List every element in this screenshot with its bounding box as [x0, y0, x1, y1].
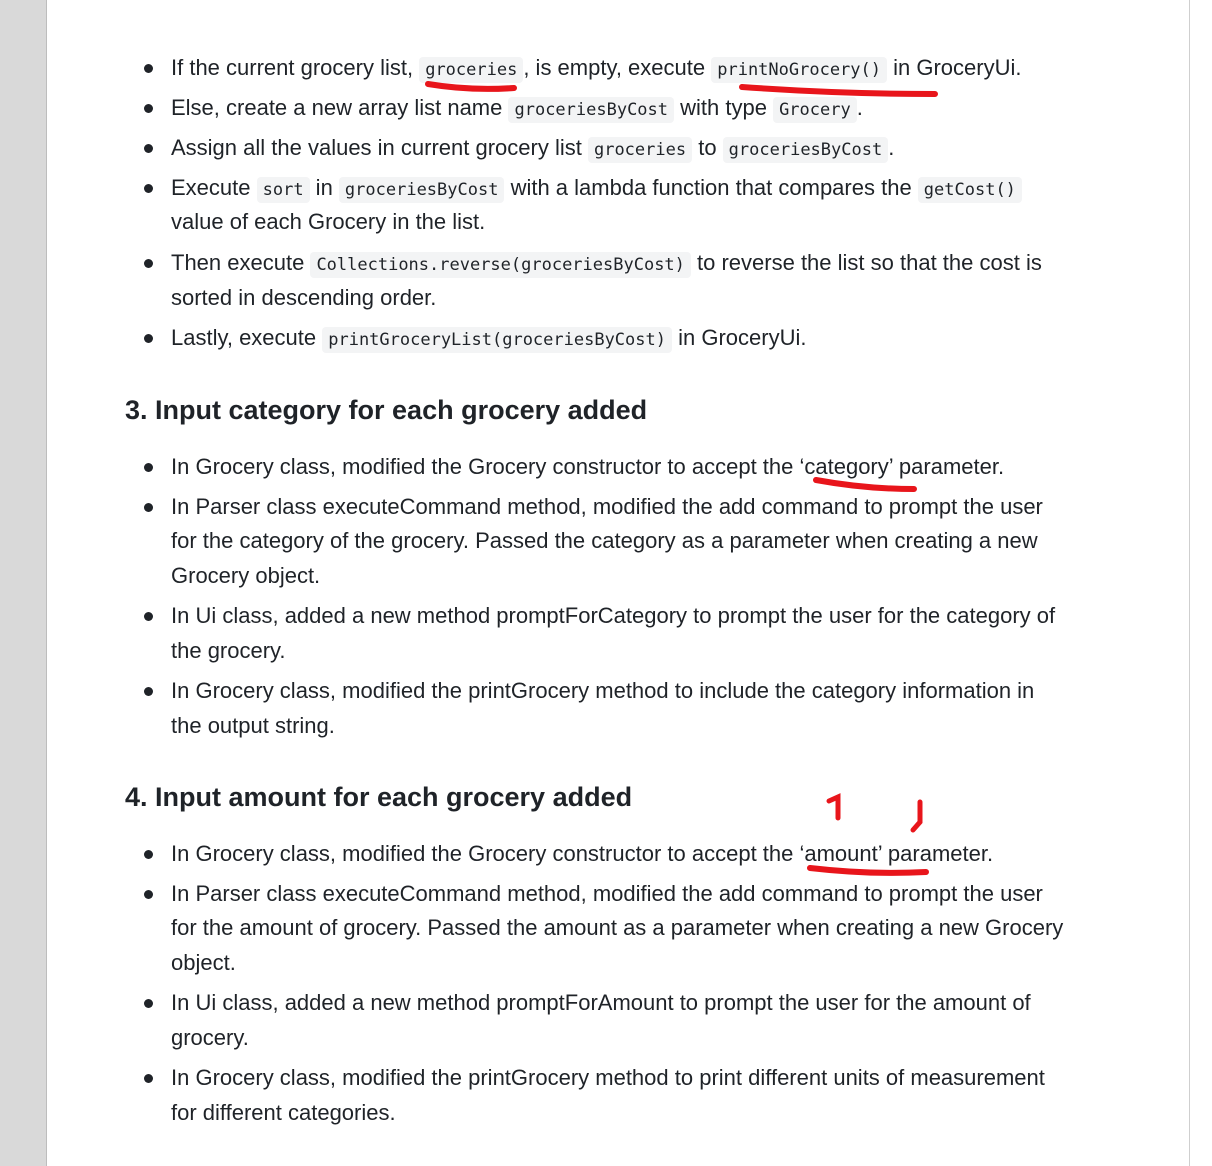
- list-item-continuation: value of each Grocery in the list.: [171, 209, 486, 234]
- list-item: In Ui class, added a new method promptForCategory to prompt the user for the category of: [171, 601, 1055, 631]
- list-item: In Grocery class, modified the Grocery constructor to accept the ‘category’ parameter.: [171, 452, 1004, 482]
- section-heading: 4. Input amount for each grocery added: [125, 782, 633, 812]
- list-item: Then execute Collections.reverse(groceriesByCost) to reverse the list so that the cost is: [171, 248, 1042, 280]
- list-item-continuation: Grocery object.: [171, 563, 321, 588]
- underline-mark: [816, 480, 914, 489]
- inline-code: groceriesByCost: [723, 137, 889, 163]
- list-item: In Grocery class, modified the Grocery constructor to accept the ‘amount’ parameter.: [171, 839, 993, 869]
- list-item: In Ui class, added a new method promptForAmount to prompt the user for the amount of: [171, 988, 1031, 1018]
- list-item: Lastly, execute printGroceryList(groceriesByCost) in GroceryUi.: [171, 323, 806, 355]
- inline-code: Collections.reverse(groceriesByCost): [310, 252, 690, 278]
- list-item-continuation: for different categories.: [171, 1100, 396, 1125]
- underline-mark: [742, 87, 935, 94]
- list-item-continuation: for the category of the grocery. Passed the category as a parameter when creating a new: [171, 528, 1038, 553]
- list-item: In Parser class executeCommand method, modified the add command to prompt the user: [171, 879, 1043, 909]
- list-item-continuation: the output string.: [171, 713, 335, 738]
- tick-mark: [913, 802, 920, 830]
- list-item: In Grocery class, modified the printGrocery method to print different units of measurement: [171, 1063, 1045, 1093]
- list-item: In Grocery class, modified the printGrocery method to include the category information in: [171, 676, 1034, 706]
- list-item-continuation: object.: [171, 950, 236, 975]
- underline-mark: [428, 84, 514, 89]
- list-item-continuation: sorted in descending order.: [171, 285, 437, 310]
- tick-mark: [829, 797, 838, 818]
- inline-code: groceries: [588, 137, 692, 163]
- underline-mark: [810, 868, 926, 873]
- inline-code: printGroceryList(groceriesByCost): [322, 327, 672, 353]
- inline-code: getCost(): [918, 177, 1022, 203]
- list-item: In Parser class executeCommand method, modified the add command to prompt the user: [171, 492, 1043, 522]
- inline-code: groceriesByCost: [508, 97, 674, 123]
- inline-code: printNoGrocery(): [711, 57, 887, 83]
- inline-code: groceriesByCost: [339, 177, 505, 203]
- list-item: Else, create a new array list name groceriesByCost with type Grocery .: [171, 93, 863, 125]
- inline-code: groceries: [419, 57, 523, 83]
- list-item: Execute sort in groceriesByCost with a lambda function that compares the getCost(): [171, 173, 1022, 205]
- inline-code: sort: [257, 177, 310, 203]
- list-item-continuation: for the amount of grocery. Passed the amount as a parameter when creating a new Grocery: [171, 915, 1064, 940]
- list-item-continuation: the grocery.: [171, 638, 286, 663]
- section-heading: 3. Input category for each grocery added: [125, 395, 648, 425]
- inline-code: Grocery: [773, 97, 857, 123]
- list-item: Assign all the values in current grocery list groceries to groceriesByCost .: [171, 133, 894, 165]
- list-item: If the current grocery list, groceries , is empty, execute printNoGrocery() in GroceryUi.: [171, 53, 1021, 85]
- list-item-continuation: grocery.: [171, 1025, 249, 1050]
